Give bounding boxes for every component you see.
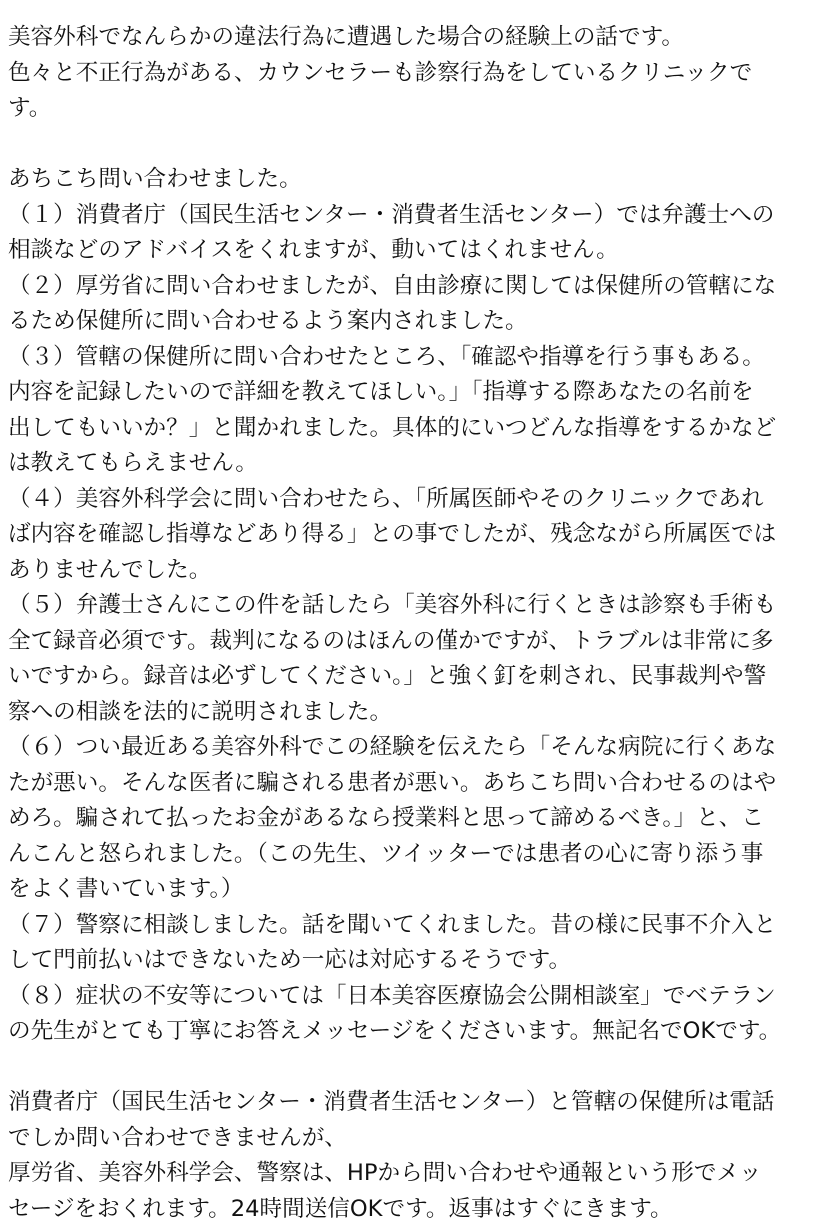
item-line: んこんと怒られました。（この先生、ツイッターでは患者の心に寄り添う事 xyxy=(8,837,807,873)
item-7 xyxy=(8,908,807,979)
item-line: 察への相談を法的に説明されました。 xyxy=(8,695,807,731)
intro-line: す。 xyxy=(8,91,807,127)
item-line: （１）消費者庁（国民生活センター・消費者生活センター）では弁護士への xyxy=(8,198,807,234)
item-line: 全て録音必須です。裁判になるのはほんの僅かですが、トラブルは非常に多 xyxy=(8,624,807,660)
item-line: （６）つい最近ある美容外科でこの経験を伝えたら「そんな病院に行くあな xyxy=(8,730,807,766)
item-line: （４）美容外科学会に問い合わせたら、「所属医師やそのクリニックであれ xyxy=(8,482,807,518)
item-line: （２）厚労省に問い合わせましたが、自由診療に関しては保健所の管轄にな xyxy=(8,269,807,305)
closing-line: 消費者庁（国民生活センター・消費者生活センター）と管轄の保健所は電話 xyxy=(8,1085,807,1121)
item-8 xyxy=(8,979,807,1050)
item-line: いですから。録音は必ずしてください。」と強く釘を刺され、民事裁判や警 xyxy=(8,659,807,695)
item-line: （７）警察に相談しました。話を聞いてくれました。昔の様に民事不介入と xyxy=(8,908,807,944)
closing-line: セージをおくれます。24時間送信OKです。返事はすぐにきます。 xyxy=(8,1192,807,1227)
blank-line xyxy=(8,1050,807,1086)
item-3 xyxy=(8,340,807,482)
item-5 xyxy=(8,588,807,730)
intro-line: 色々と不正行為がある、カウンセラーも診察行為をしているクリニックで xyxy=(8,56,807,92)
item-line: 出してもいいか？」と聞かれました。具体的にいつどんな指導をするかなど xyxy=(8,411,807,447)
item-4 xyxy=(8,482,807,589)
blank-line xyxy=(8,127,807,163)
item-line: 内容を記録したいので詳細を教えてほしい。」「指導する際あなたの名前を xyxy=(8,375,807,411)
item-line: （３）管轄の保健所に問い合わせたところ、「確認や指導を行う事もある。 xyxy=(8,340,807,376)
item-line: をよく書いています。） xyxy=(8,872,807,908)
item-line: は教えてもらえません。 xyxy=(8,446,807,482)
item-1 xyxy=(8,198,807,269)
item-line: 相談などのアドバイスをくれますが、動いてはくれません。 xyxy=(8,233,807,269)
item-line: めろ。騙されて払ったお金があるなら授業料と思って諦めるべき。」と、こ xyxy=(8,801,807,837)
lead-line: あちこち問い合わせました。 xyxy=(8,162,807,198)
item-line: るため保健所に問い合わせるよう案内されました。 xyxy=(8,304,807,340)
item-line: の先生がとても丁寧にお答えメッセージをくださいます。無記名でOKです。 xyxy=(8,1014,807,1050)
item-line: ありませんでした。 xyxy=(8,553,807,589)
item-line: ば内容を確認し指導などあり得る」との事でしたが、残念ながら所属医では xyxy=(8,517,807,553)
item-2 xyxy=(8,269,807,340)
item-line: （５）弁護士さんにこの件を話したら「美容外科に行くときは診察も手術も xyxy=(8,588,807,624)
item-line: たが悪い。そんな医者に騙される患者が悪い。あちこち問い合わせるのはや xyxy=(8,766,807,802)
closing-line: 厚労省、美容外科学会、警察は、HPから問い合わせや通報という形でメッ xyxy=(8,1156,807,1192)
item-line: して門前払いはできないため一応は対応するそうです。 xyxy=(8,943,807,979)
item-line: （８）症状の不安等については「日本美容医療協会公開相談室」でベテラン xyxy=(8,979,807,1015)
intro-line: 美容外科でなんらかの違法行為に遭遇した場合の経験上の話です。 xyxy=(8,20,807,56)
closing-line: でしか問い合わせできませんが、 xyxy=(8,1121,807,1157)
item-6 xyxy=(8,730,807,908)
